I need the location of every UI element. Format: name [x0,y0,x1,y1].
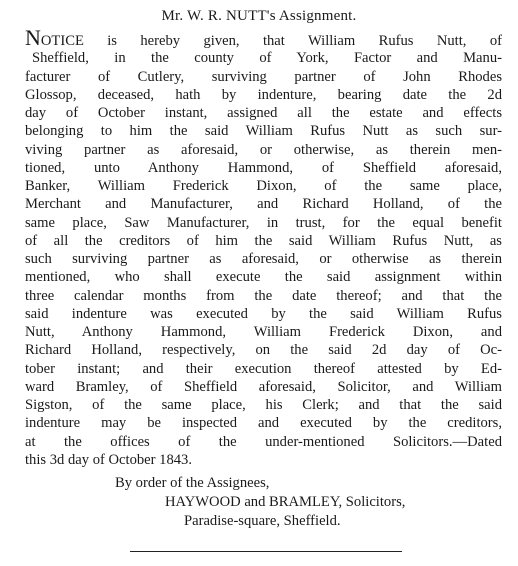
notice-line [25,25,502,50]
signoff-address: Paradise-square, Sheffield. [184,513,341,529]
notice-line: Richard Holland, respectively, on the said 2d day of Oc- [25,342,502,359]
notice-line: Banker, William Frederick Dixon, of the same place, [25,178,502,194]
notice-line: Merchant and Manufacturer, and Richard Holland, of the [25,196,502,213]
notice-line-text: OTICE is hereby given, that William Rufus Nutt, of [40,33,502,49]
notice-line: said indenture was executed by the said William Rufus [25,305,502,322]
notice-line: tioned, unto Anthony Hammond, of Sheffield aforesaid, [25,159,502,176]
notice-body [25,25,502,469]
notice-line: ward Bramley, of Sheffield aforesaid, Solicitor, and William [25,378,502,395]
notice-line: mentioned, who shall execute the said assignment within [25,269,502,286]
notice-line: tober instant; and their execution thereof attested by Ed- [25,360,502,377]
notice-line: Sigston, of the same place, his Clerk; and that the said [25,397,502,413]
notice-line: facturer of Cutlery, surviving partner of John Rhodes [25,68,502,85]
notice-line: day of October instant, assigned all the estate and effects [25,105,502,121]
signoff-firm: HAYWOOD and BRAMLEY, Solicitors, [165,494,406,510]
drop-cap-letter: N [25,25,41,50]
notice-title: Mr. W. R. NUTT's Assignment. [161,8,357,24]
notice-line: indenture may be inspected and executed by the creditors, [25,415,502,432]
notice-line: of all the creditors of him the said William Rufus Nutt, as [25,232,502,249]
notice-line: viving partner as aforesaid, or otherwise, as therein men- [25,141,502,158]
notice-line: at the offices of the under-mentioned Solicitors.—Dated [25,433,502,450]
notice-line: three calendar months from the date thereof; and that the [25,287,502,304]
notice-line: same place, Saw Manufacturer, in trust, for the equal benefit [25,214,502,231]
notice-line: this 3d day of October 1843. [25,451,192,468]
bottom-divider-rule [130,551,402,552]
signoff-order: By order of the Assignees, [115,475,270,491]
notice-line: Sheffield, in the county of York, Factor and Manu- [32,50,502,67]
notice-line: such surviving partner as aforesaid, or otherwise as therein [25,251,502,267]
notice-line: belonging to him the said William Rufus Nutt as such sur- [25,123,502,140]
notice-line: Nutt, Anthony Hammond, William Frederick Dixon, and [25,324,502,340]
notice-line: Glossop, deceased, hath by indenture, bearing date the 2d [25,86,502,103]
